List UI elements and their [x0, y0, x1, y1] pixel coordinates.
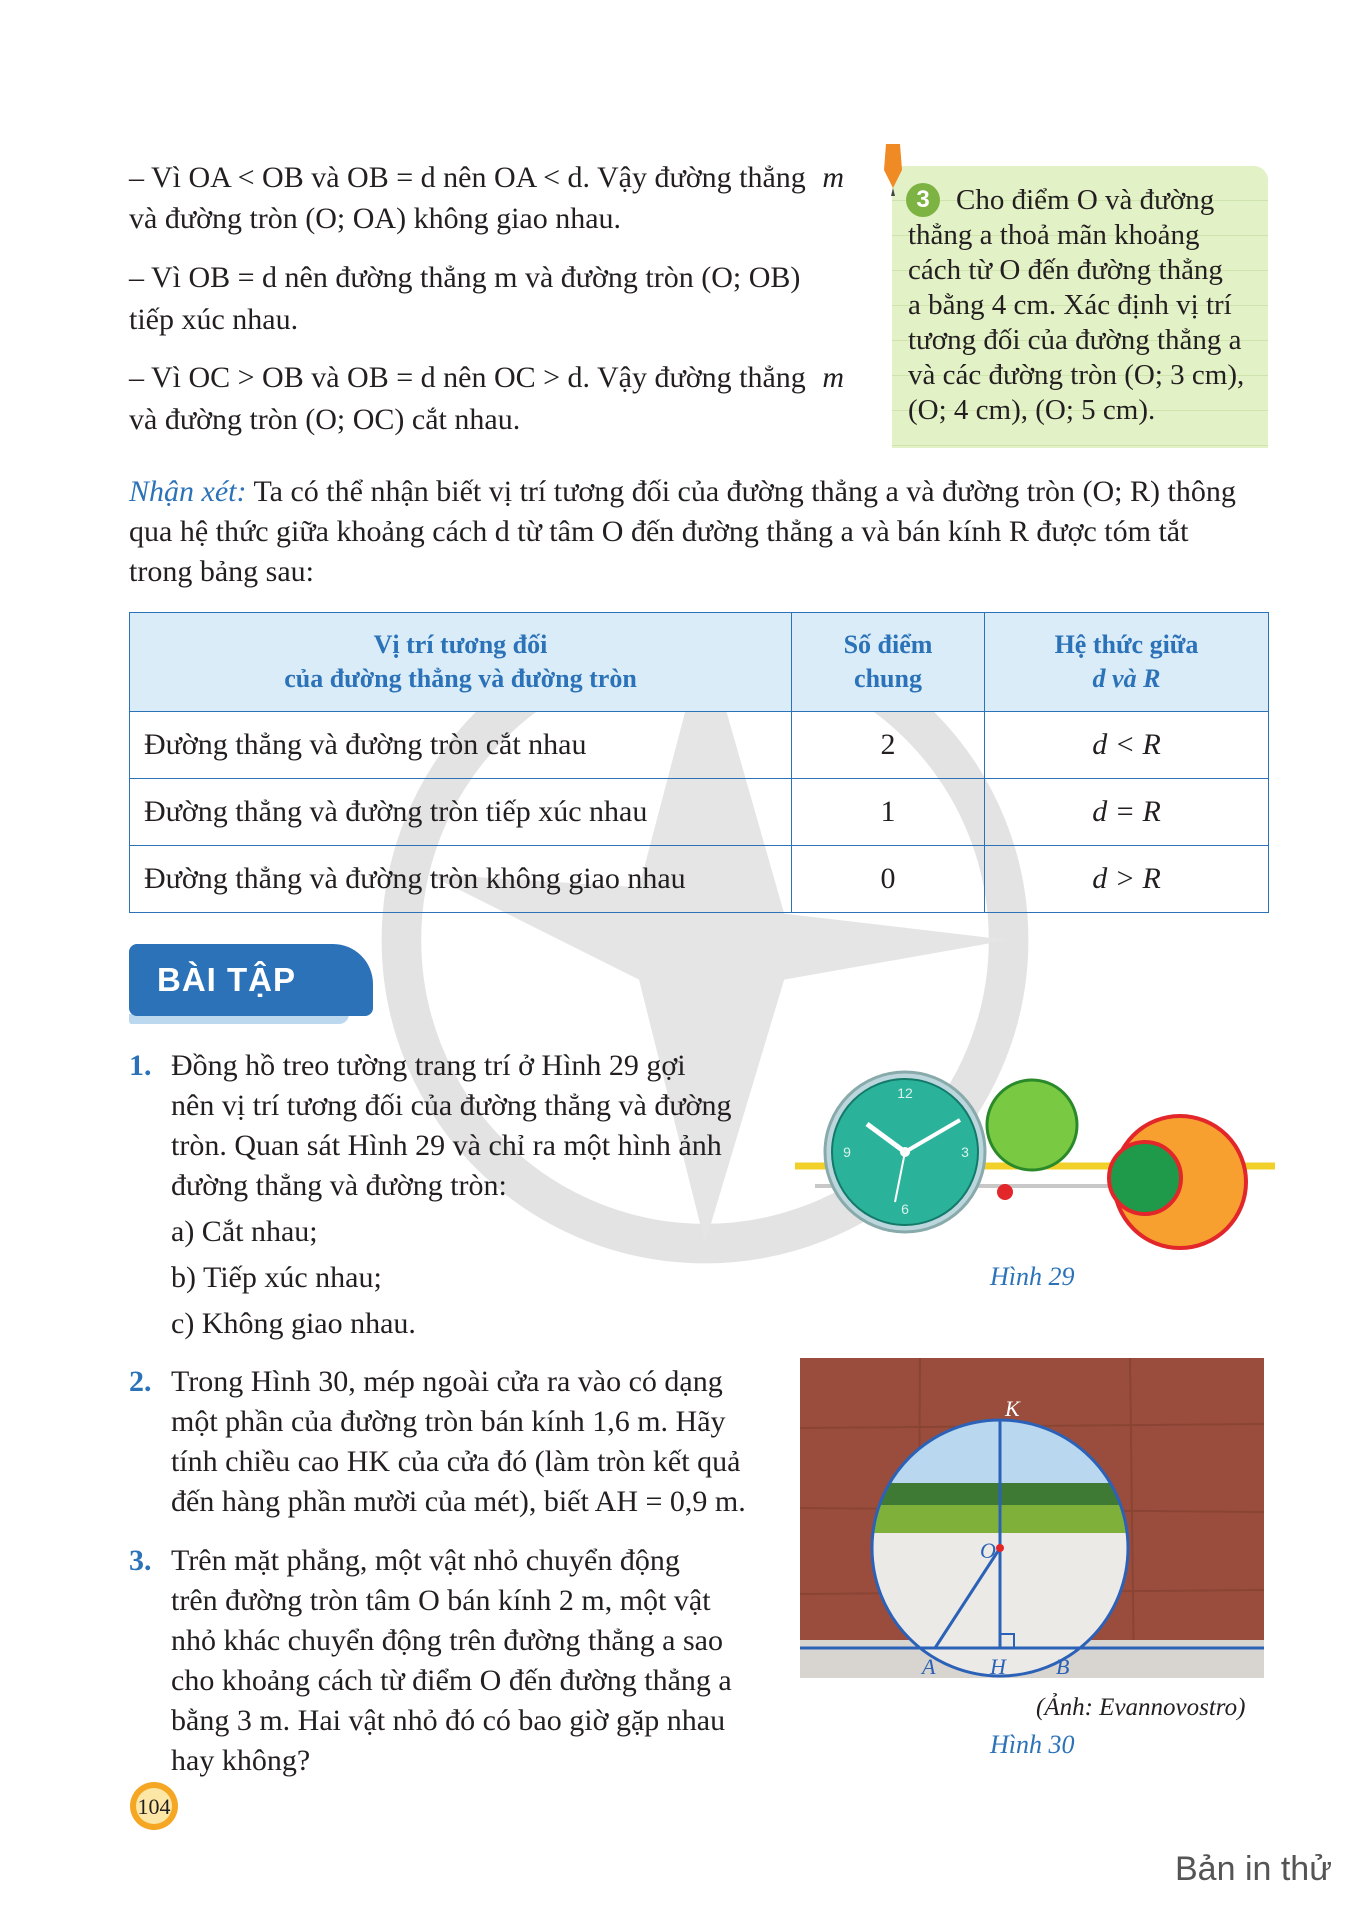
label-B: B — [1056, 1654, 1070, 1678]
figure-30-credit: (Ảnh: Evannovostro) — [1036, 1694, 1246, 1721]
header-text: Vị trí tương đối — [373, 630, 548, 659]
activity-line-5: tương đối của đường thẳng a — [908, 324, 1242, 356]
figure-30-caption: Hình 30 — [990, 1730, 1075, 1759]
intro-text-1b: m — [822, 161, 844, 194]
table-cell: 1 — [792, 779, 985, 846]
table-row — [130, 712, 1269, 779]
header-text: chung — [854, 664, 922, 693]
remark-line-2: qua hệ thức giữa khoảng cách d từ tâm O đến đường thẳng a và bán kính R được tóm tắt — [129, 515, 1189, 548]
label-H: H — [990, 1654, 1006, 1678]
footer-label: Bản in thử — [1175, 1850, 1332, 1888]
header-text: Số điểm — [843, 630, 933, 659]
exercise-2-number: 2. — [129, 1365, 152, 1398]
intro-text-1a: – Vì OA < OB và OB = d nên OA < d. Vậy đường thẳng — [129, 161, 806, 194]
exercise-2-line: tính chiều cao HK của cửa đó (làm tròn kết quả — [171, 1445, 741, 1478]
exercise-1-line: Đồng hồ treo tường trang trí ở Hình 29 gợi — [171, 1049, 686, 1082]
exercise-3-line: nhỏ khác chuyển động trên đường thẳng a sao — [171, 1624, 723, 1657]
table-header-points — [792, 613, 985, 712]
exercise-1-number: 1. — [129, 1049, 152, 1082]
relation-table — [129, 612, 1269, 913]
exercise-3-text — [171, 1541, 771, 1781]
table-cell: 0 — [792, 846, 985, 913]
table-cell: d > R — [985, 846, 1269, 913]
remark-label: Nhận xét: — [129, 475, 247, 508]
exercise-2-line: Trong Hình 30, mép ngoài cửa ra vào có dạng — [171, 1365, 723, 1398]
header-text: Hệ thức giữa — [1054, 630, 1199, 659]
page-number: 104 — [137, 1794, 171, 1819]
exercise-3-line: Trên mặt phẳng, một vật nhỏ chuyển động — [171, 1544, 680, 1577]
exercise-3-line: trên đường tròn tâm O bán kính 2 m, một vật — [171, 1584, 711, 1617]
intro-line-5 — [129, 358, 844, 398]
intro-line-6: và đường tròn (O; OC) cắt nhau. — [129, 403, 521, 436]
activity-line-4: a bằng 4 cm. Xác định vị trí — [908, 289, 1232, 321]
activity-line-1: Cho điểm O và đường — [956, 184, 1215, 216]
clock-number-12: 12 — [897, 1085, 913, 1101]
exercise-1-text — [171, 1046, 771, 1344]
header-text: của đường thẳng và đường tròn — [284, 664, 637, 693]
label-O: O — [980, 1538, 996, 1563]
clock-number-9: 9 — [843, 1144, 851, 1160]
intro-text-5b: m — [822, 361, 844, 394]
table-row — [130, 779, 1269, 846]
table-header-relation — [985, 613, 1269, 712]
activity-text — [908, 183, 1254, 428]
clock-number-3: 3 — [961, 1144, 969, 1160]
exercise-1-line: nên vị trí tương đối của đường thẳng và đường — [171, 1089, 732, 1122]
exercise-3-line: hay không? — [171, 1744, 311, 1777]
exercise-1-option-c: c) Không giao nhau. — [171, 1307, 416, 1340]
table-cell: 2 — [792, 712, 985, 779]
intro-text-5a: – Vì OC > OB và OB = d nên OC > d. Vậy đường thẳng — [129, 361, 806, 394]
exercise-1-option-a: a) Cắt nhau; — [171, 1215, 318, 1248]
exercise-2-text — [171, 1362, 771, 1522]
remark-line-3: trong bảng sau: — [129, 555, 314, 588]
exercise-3-number: 3. — [129, 1544, 152, 1577]
table-cell: Đường thẳng và đường tròn không giao nhau — [130, 846, 792, 913]
activity-line-2: thẳng a thoả mãn khoảng — [908, 219, 1200, 251]
clock-number-6: 6 — [901, 1201, 909, 1217]
exercise-3-line: cho khoảng cách từ điểm O đến đường thẳng a — [171, 1664, 732, 1697]
exercise-2-line: đến hàng phần mười của mét), biết AH = 0,9 m. — [171, 1485, 746, 1518]
table-row — [130, 846, 1269, 913]
intro-line-4: tiếp xúc nhau. — [129, 303, 299, 336]
exercise-1-line: tròn. Quan sát Hình 29 và chỉ ra một hình ảnh — [171, 1129, 722, 1162]
activity-line-7: (O; 4 cm), (O; 5 cm). — [908, 394, 1156, 426]
label-A: A — [922, 1654, 936, 1678]
table-header-row — [130, 613, 1269, 712]
intro-line-2: và đường tròn (O; OA) không giao nhau. — [129, 202, 622, 235]
activity-number-badge: 3 — [906, 183, 940, 217]
table-header-position — [130, 613, 792, 712]
activity-line-3: cách từ O đến đường thẳng — [908, 254, 1223, 286]
figure-29-illustration — [795, 1070, 1275, 1250]
exercise-2-line: một phần của đường tròn bán kính 1,6 m. Hãy — [171, 1405, 726, 1438]
header-text: d và R — [1092, 664, 1161, 693]
remark-text-1: Ta có thể nhận biết vị trí tương đối của đường thẳng a và đường tròn (O; R) thông — [253, 475, 1236, 508]
figure-30-photo — [800, 1358, 1264, 1678]
table-cell: Đường thẳng và đường tròn cắt nhau — [130, 712, 792, 779]
page-number-badge — [128, 1780, 180, 1832]
table-cell: d < R — [985, 712, 1269, 779]
table-cell: d = R — [985, 779, 1269, 846]
exercise-1-line: đường thẳng và đường tròn: — [171, 1169, 507, 1202]
intro-line-1 — [129, 158, 844, 198]
section-title: BÀI TẬP — [129, 944, 373, 1016]
activity-line-6: và các đường tròn (O; 3 cm), — [908, 359, 1245, 391]
exercise-1-option-b: b) Tiếp xúc nhau; — [171, 1261, 382, 1294]
table-cell: Đường thẳng và đường tròn tiếp xúc nhau — [130, 779, 792, 846]
figure-29-caption: Hình 29 — [990, 1262, 1075, 1291]
label-K: K — [1005, 1396, 1020, 1421]
exercise-3-line: bằng 3 m. Hai vật nhỏ đó có bao giờ gặp nhau — [171, 1704, 726, 1737]
remark-line-1 — [129, 472, 1269, 512]
intro-line-3: – Vì OB = d nên đường thẳng m và đường tròn (O; OB) — [129, 261, 801, 294]
